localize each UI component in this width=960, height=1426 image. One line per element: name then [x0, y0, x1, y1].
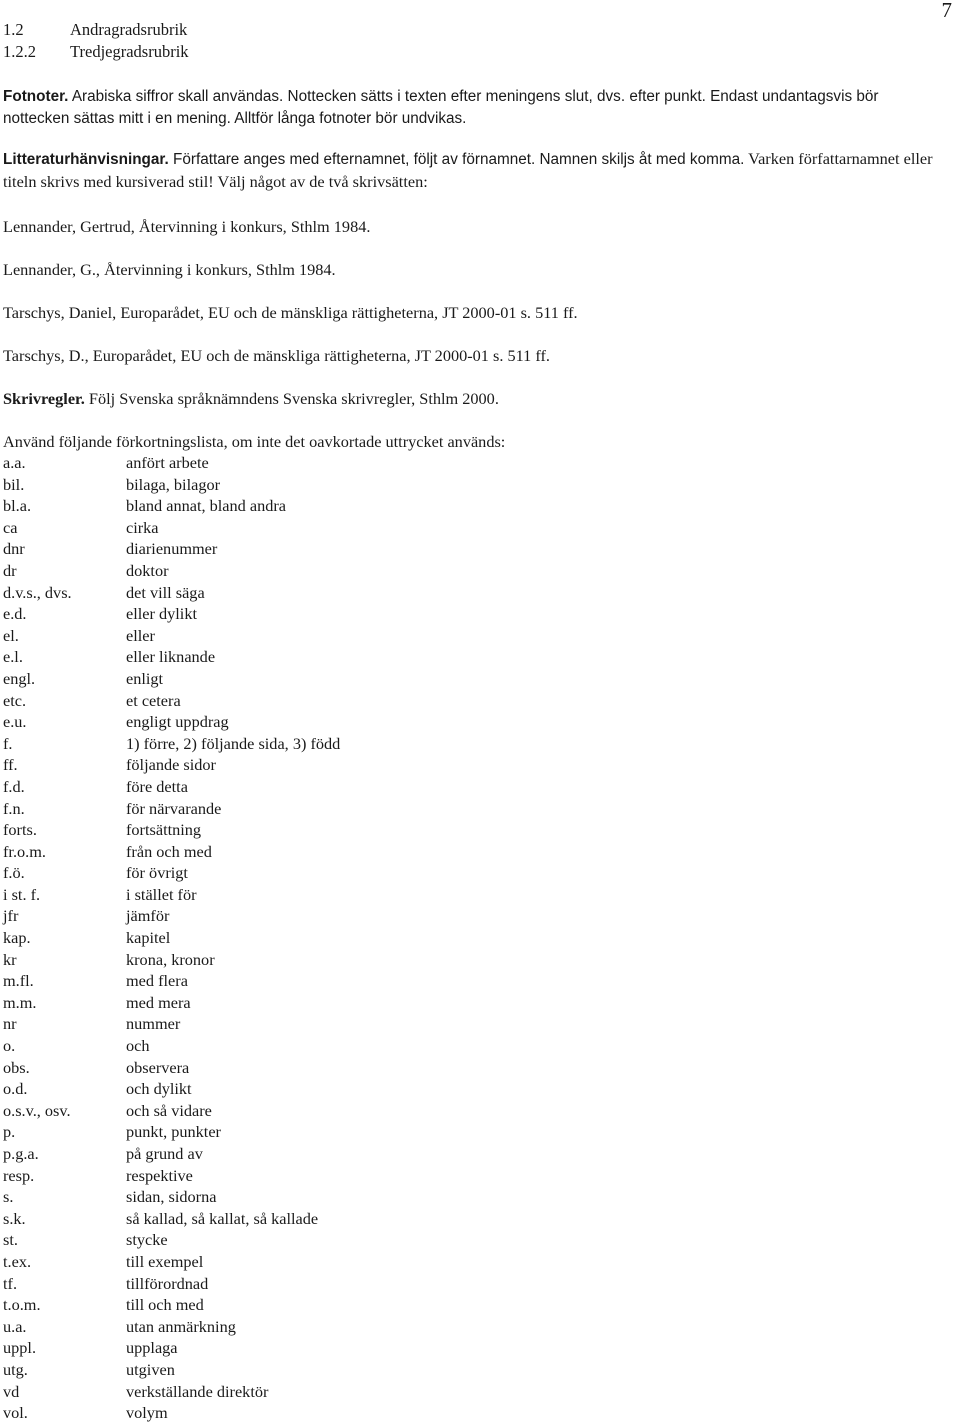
abbreviation-row	[3, 1316, 603, 1338]
abbreviation-term: f.	[3, 733, 13, 753]
abbreviation-row	[3, 1359, 603, 1381]
reference-example: Lennander, Gertrud, Återvinning i konkurs, Sthlm 1984.	[3, 217, 371, 236]
abbreviation-term: f.d.	[3, 776, 25, 796]
abbreviation-meaning: diarienummer	[126, 539, 218, 559]
abbreviation-meaning: enligt	[126, 668, 164, 688]
abbreviation-term: o.	[3, 1036, 16, 1056]
abbreviation-row	[3, 711, 603, 733]
abbreviation-term: vol.	[3, 1403, 28, 1423]
abbreviation-row	[3, 646, 603, 668]
abbreviation-row	[3, 1035, 603, 1057]
abbreviation-meaning: respektive	[126, 1165, 193, 1185]
abbreviation-meaning: krona, kronor	[126, 949, 215, 969]
abbreviation-term: m.fl.	[3, 971, 34, 991]
abbreviation-meaning: verkställande direktör	[126, 1381, 269, 1401]
abbreviation-meaning: stycke	[126, 1230, 168, 1250]
abbreviation-row	[3, 1143, 603, 1165]
heading-title: Andragradsrubrik	[70, 20, 188, 39]
abbreviation-term: t.ex.	[3, 1251, 32, 1271]
abbreviation-row	[3, 862, 603, 884]
abbreviation-meaning: med mera	[126, 992, 191, 1012]
abbreviation-meaning: tillförordnad	[126, 1273, 209, 1293]
abbreviation-meaning: doktor	[126, 560, 169, 580]
abbreviation-meaning: utgiven	[126, 1359, 175, 1379]
abbreviation-row	[3, 1100, 603, 1122]
heading-number: 1.2	[3, 20, 24, 39]
abbreviations-intro: Använd följande förkortningslista, om inte det oavkortade uttrycket används:	[3, 432, 506, 451]
abbreviation-row	[3, 798, 603, 820]
abbreviation-meaning: på grund av	[126, 1144, 203, 1163]
abbreviation-row	[3, 668, 603, 690]
abbreviation-meaning: sidan, sidorna	[126, 1187, 217, 1207]
abbreviation-row	[3, 1402, 603, 1424]
abbreviation-row	[3, 949, 603, 971]
abbreviation-row	[3, 1013, 603, 1035]
abbreviation-meaning: till exempel	[126, 1251, 204, 1271]
heading-title: Tredjegradsrubrik	[70, 42, 189, 61]
abbreviation-meaning: eller	[126, 625, 155, 645]
abbreviation-term: uppl.	[3, 1338, 37, 1358]
abbreviation-meaning: eller liknande	[126, 647, 216, 667]
abbreviation-meaning: kapitel	[126, 928, 171, 948]
abbreviation-term: utg.	[3, 1359, 28, 1379]
abbreviation-meaning: upplaga	[126, 1338, 178, 1358]
abbreviation-term: dnr	[3, 539, 25, 559]
abbreviation-term: vd	[3, 1381, 20, 1401]
abbreviation-term: obs.	[3, 1057, 30, 1077]
abbreviation-term: ff.	[3, 755, 18, 775]
abbreviation-row	[3, 1273, 603, 1295]
abbreviation-term: nr	[3, 1014, 17, 1034]
abbreviation-term: kap.	[3, 928, 31, 948]
abbreviation-row	[3, 603, 603, 625]
footnotes-text: Arabiska siffror skall användas. Nottecken sätts i texten efter meningens slut, dvs. efter punkt. Endast undantagsvis bör nottecken sättas mitt i en mening. Alltför långa fotnoter bör undvikas.	[3, 88, 879, 127]
writing-rules-paragraph	[3, 388, 499, 409]
abbreviation-meaning: för övrigt	[126, 863, 188, 883]
abbreviation-row	[3, 1251, 603, 1273]
writing-rules-text: Följ Svenska språknämndens Svenska skrivregler, Sthlm 2000.	[84, 389, 499, 408]
abbreviation-meaning: eller dylikt	[126, 604, 197, 624]
writing-rules-label: Skrivregler.	[3, 389, 85, 408]
abbreviation-meaning: för närvarande	[126, 798, 222, 818]
abbreviation-meaning: och så vidare	[126, 1100, 212, 1120]
abbreviation-meaning: bilaga, bilagor	[126, 474, 221, 494]
heading-level-2	[3, 20, 187, 40]
abbreviation-term: fr.o.m.	[3, 841, 46, 861]
abbreviation-row	[3, 495, 603, 517]
abbreviation-meaning: anfört arbete	[126, 453, 209, 472]
abbreviation-term: engl.	[3, 668, 36, 688]
abbreviation-term: el.	[3, 625, 19, 645]
abbreviation-row	[3, 1337, 603, 1359]
abbreviation-term: s.k.	[3, 1208, 26, 1228]
abbreviation-row	[3, 970, 603, 992]
abbreviation-meaning: bland annat, bland andra	[126, 496, 287, 516]
abbreviation-meaning: med flera	[126, 971, 188, 991]
abbreviation-row	[3, 517, 603, 539]
abbreviation-row	[3, 992, 603, 1014]
abbreviation-meaning: så kallad, så kallat, så kallade	[126, 1208, 319, 1228]
abbreviation-row	[3, 560, 603, 582]
abbreviation-row	[3, 1186, 603, 1208]
abbreviation-term: t.o.m.	[3, 1295, 41, 1315]
abbreviation-meaning: till och med	[126, 1295, 204, 1315]
abbreviation-row	[3, 754, 603, 776]
footnotes-label: Fotnoter.	[3, 88, 69, 105]
abbreviation-row	[3, 690, 603, 712]
reference-example: Tarschys, Daniel, Europarådet, EU och de mänskliga rättigheterna, JT 2000-01 s. 511 ff.	[3, 303, 578, 322]
abbreviation-term: f.n.	[3, 798, 25, 818]
abbreviation-list	[3, 452, 603, 1424]
abbreviation-meaning: nummer	[126, 1014, 181, 1034]
reference-example: Lennander, G., Återvinning i konkurs, Sthlm 1984.	[3, 260, 336, 279]
abbreviation-meaning: från och med	[126, 841, 212, 861]
abbreviation-meaning: följande sidor	[126, 755, 216, 775]
page-number: 7	[941, 0, 952, 22]
abbreviation-row	[3, 819, 603, 841]
abbreviation-meaning: och dylikt	[126, 1079, 192, 1099]
abbreviation-meaning: 1) förre, 2) följande sida, 3) född	[126, 733, 341, 753]
abbreviation-row	[3, 474, 603, 496]
abbreviation-row	[3, 1229, 603, 1251]
references-text-sans: Författare anges med efternamnet, följt av förnamnet. Namnen skiljs åt med komma.	[168, 151, 745, 168]
abbreviation-row	[3, 1294, 603, 1316]
abbreviation-row	[3, 625, 603, 647]
heading-number: 1.2.2	[3, 42, 36, 61]
abbreviation-term: kr	[3, 949, 17, 969]
abbreviation-meaning: jämför	[126, 906, 170, 926]
abbreviation-meaning: före detta	[126, 776, 188, 796]
abbreviation-term: dr	[3, 560, 17, 580]
abbreviation-term: u.a.	[3, 1316, 27, 1336]
abbreviation-row	[3, 905, 603, 927]
abbreviation-term: s.	[3, 1187, 14, 1207]
abbreviation-meaning: et cetera	[126, 690, 181, 710]
abbreviation-meaning: volym	[126, 1403, 168, 1423]
abbreviation-row	[3, 1165, 603, 1187]
reference-example: Tarschys, D., Europarådet, EU och de mänskliga rättigheterna, JT 2000-01 s. 511 ff.	[3, 346, 551, 365]
abbreviation-term: st.	[3, 1230, 18, 1250]
abbreviation-row	[3, 1057, 603, 1079]
abbreviation-term: a.a.	[3, 453, 26, 472]
abbreviation-meaning: cirka	[126, 517, 159, 537]
abbreviation-term: i st. f.	[3, 884, 41, 904]
abbreviation-row	[3, 884, 603, 906]
abbreviation-term: p.g.a.	[3, 1144, 39, 1163]
abbreviation-row	[3, 1078, 603, 1100]
abbreviation-term: bil.	[3, 474, 25, 494]
abbreviation-meaning: observera	[126, 1057, 190, 1077]
abbreviation-term: d.v.s., dvs.	[3, 582, 72, 602]
abbreviation-term: f.ö.	[3, 863, 25, 883]
abbreviation-meaning: fortsättning	[126, 820, 202, 840]
abbreviation-term: o.d.	[3, 1079, 28, 1099]
references-paragraph	[3, 148, 943, 192]
references-label: Litteraturhänvisningar.	[3, 151, 169, 168]
abbreviation-row	[3, 452, 603, 474]
abbreviation-row	[3, 776, 603, 798]
abbreviation-term: forts.	[3, 820, 37, 840]
abbreviation-term: p.	[3, 1122, 16, 1142]
abbreviation-term: bl.a.	[3, 496, 32, 516]
abbreviation-row	[3, 733, 603, 755]
abbreviation-row	[3, 538, 603, 560]
abbreviation-row	[3, 582, 603, 604]
abbreviation-term: jfr	[3, 906, 19, 926]
abbreviation-term: etc.	[3, 690, 27, 710]
heading-level-3	[3, 42, 189, 62]
abbreviation-term: e.u.	[3, 712, 27, 732]
abbreviation-row	[3, 927, 603, 949]
abbreviation-meaning: och	[126, 1036, 150, 1056]
abbreviation-term: e.l.	[3, 647, 23, 667]
abbreviation-term: ca	[3, 517, 18, 537]
abbreviation-meaning: punkt, punkter	[126, 1122, 221, 1142]
abbreviation-meaning: utan anmärkning	[126, 1316, 236, 1336]
abbreviation-term: e.d.	[3, 604, 27, 624]
abbreviation-row	[3, 841, 603, 863]
footnotes-paragraph	[3, 86, 943, 129]
abbreviation-term: o.s.v., osv.	[3, 1100, 71, 1120]
abbreviation-meaning: engligt uppdrag	[126, 712, 229, 732]
references-text: Varken författarnamnet eller titeln skrivs med kursiverad stil! Välj något av de två skrivsätten:	[3, 149, 933, 191]
abbreviation-meaning: i stället för	[126, 884, 197, 904]
abbreviation-term: tf.	[3, 1273, 18, 1293]
abbreviation-meaning: det vill säga	[126, 582, 205, 602]
abbreviation-row	[3, 1208, 603, 1230]
abbreviation-term: resp.	[3, 1165, 35, 1185]
abbreviation-term: m.m.	[3, 992, 37, 1012]
abbreviation-row	[3, 1121, 603, 1143]
abbreviation-row	[3, 1381, 603, 1403]
